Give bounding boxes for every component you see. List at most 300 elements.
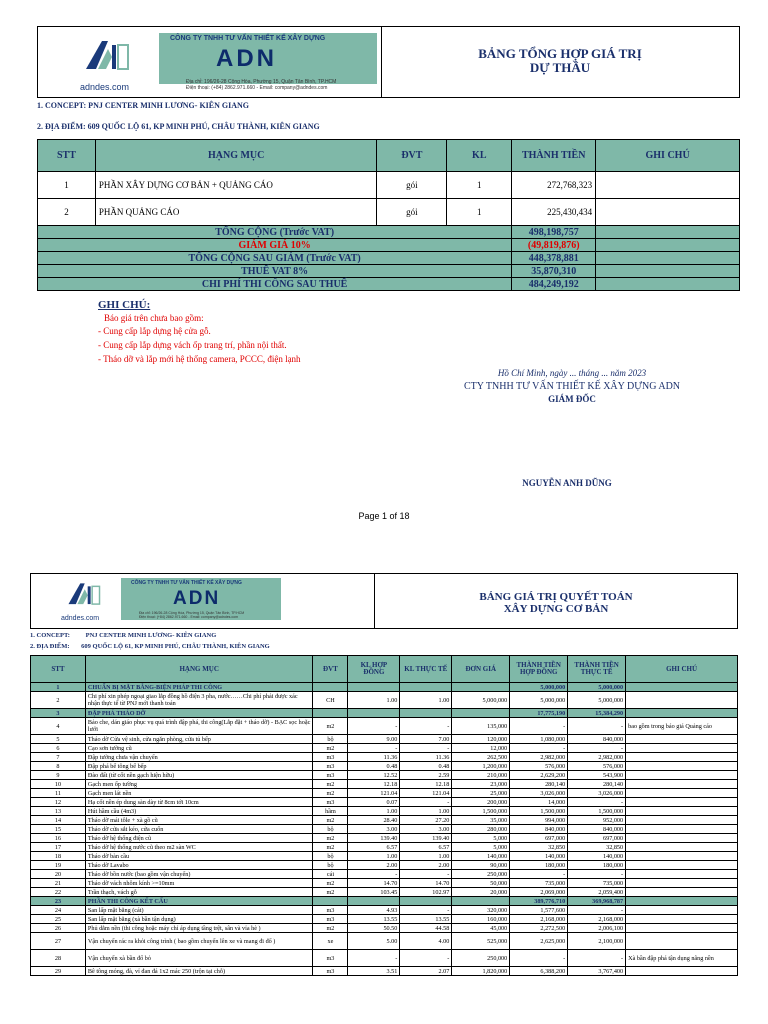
col-qty: KL	[447, 140, 512, 172]
sign-name: NGUYỄN ANH DŨNG	[522, 478, 612, 488]
row-note	[596, 199, 740, 226]
row-unit-price: 120,000	[452, 735, 510, 744]
row-unit-price: 50,000	[452, 879, 510, 888]
row-amount-contract: 32,850	[510, 843, 568, 852]
row-amount-actual: 180,000	[568, 861, 626, 870]
summary-table	[37, 139, 740, 291]
table-row	[31, 843, 738, 852]
row-amount-contract: 14,000	[510, 798, 568, 807]
row-qty-contract: 9.00	[348, 735, 400, 744]
row-item: San lấp mặt bằng (xà bần tận dụng)	[85, 915, 313, 924]
row-amount-contract: 2,629,200	[510, 771, 568, 780]
row-amount-actual: 840,000	[568, 735, 626, 744]
row-unit: m2	[313, 744, 348, 753]
row-unit: m3	[313, 798, 348, 807]
row-item: Gạch men lát nền	[85, 789, 313, 798]
row-qty-contract	[348, 683, 400, 692]
row-qty-actual: 14.70	[400, 879, 452, 888]
row-note	[626, 852, 738, 861]
row-stt: 14	[31, 816, 86, 825]
row-qty-actual: 121.04	[400, 789, 452, 798]
logo-box	[38, 27, 382, 97]
summary-label: THUẾ VAT 8%	[38, 265, 512, 278]
row-qty-actual: -	[400, 744, 452, 753]
row-qty-contract: 139.40	[348, 834, 400, 843]
table-row	[31, 762, 738, 771]
concept-line-2	[30, 632, 216, 639]
row-note	[626, 915, 738, 924]
table-row	[31, 771, 738, 780]
row-note: Xà bần đập phá tận dụng nâng nền	[626, 950, 738, 967]
row-unit-price: 200,000	[452, 798, 510, 807]
row-stt: 23	[31, 897, 86, 906]
title-line1: BẢNG GIÁ TRỊ QUYẾT TOÁN	[479, 591, 633, 603]
col-note: GHI CHÚ	[596, 140, 740, 172]
table-row	[31, 816, 738, 825]
col-stt: STT	[38, 140, 96, 172]
contact-line: Điện thoại: (+84) 2862.971.660 - Email: company@adndes.com	[186, 85, 328, 91]
row-qty-actual	[400, 709, 452, 718]
summary-row	[38, 278, 740, 291]
adn-logo-icon	[84, 37, 130, 71]
row-unit: m2	[313, 879, 348, 888]
address-line: Địa chỉ: 196/26-28 Cộng Hòa, Phường 15, Quận Tân Bình, TP.HCM	[139, 611, 245, 615]
row-qty-actual: 11.36	[400, 753, 452, 762]
page1-title	[381, 47, 739, 75]
row-item: Bê tông móng, đà, vỉ đan đá 1x2 mác 250 (trộn tại chỗ)	[85, 967, 313, 976]
row-amount-contract: 697,000	[510, 834, 568, 843]
row-qty-actual: 3.00	[400, 825, 452, 834]
row-amount-contract: 3,026,000	[510, 789, 568, 798]
company-address	[186, 79, 376, 91]
row-amount-contract: 2,625,000	[510, 933, 568, 950]
row-qty-actual: -	[400, 798, 452, 807]
row-amount-actual: -	[568, 718, 626, 735]
table-row	[31, 789, 738, 798]
summary-row	[38, 252, 740, 265]
row-amount-actual: -	[568, 744, 626, 753]
summary-value: (49,819,876)	[512, 239, 596, 252]
row-item: Tháo dỡ hệ thống nước cũ theo m2 sàn WC	[85, 843, 313, 852]
row-stt: 17	[31, 843, 86, 852]
row-amount-contract: 280,140	[510, 780, 568, 789]
row-item: Tháo dỡ Cửa vệ sinh, cửa ngăn phòng, cửa tủ bếp	[85, 735, 313, 744]
row-qty-contract: 50.50	[348, 924, 400, 933]
row-amount-actual: 15,384,290	[568, 709, 626, 718]
row-qty: 1	[447, 199, 512, 226]
row-unit: bộ	[313, 735, 348, 744]
summary-value: 484,249,192	[512, 278, 596, 291]
row-amount-contract: 17,775,190	[510, 709, 568, 718]
row-stt: 24	[31, 906, 86, 915]
row-qty-contract: -	[348, 950, 400, 967]
row-stt: 3	[31, 709, 86, 718]
row-stt: 13	[31, 807, 86, 816]
note-line: - Cung cấp lắp dựng hệ cửa gỗ.	[98, 326, 211, 336]
row-unit-price: 160,000	[452, 915, 510, 924]
company-brand-2: ADN	[173, 588, 221, 609]
row-amount-contract: 994,000	[510, 816, 568, 825]
address-line: Địa chỉ: 196/26-28 Cộng Hòa, Phường 15, Quận Tân Bình, TP.HCM	[186, 79, 337, 85]
row-item: Tháo dỡ bàn cầu	[85, 852, 313, 861]
row-unit-price	[452, 709, 510, 718]
row-amount-actual: -	[568, 798, 626, 807]
row-amount-actual: 697,000	[568, 834, 626, 843]
row-amount: 225,430,434	[512, 199, 596, 226]
row-unit: m2	[313, 816, 348, 825]
row-unit: CH	[313, 692, 348, 709]
row-note	[626, 870, 738, 879]
row-qty-contract: 12.52	[348, 771, 400, 780]
row-stt: 1	[31, 683, 86, 692]
row-unit: m3	[313, 950, 348, 967]
row-amount-actual: 1,500,000	[568, 807, 626, 816]
row-qty-contract: 121.04	[348, 789, 400, 798]
notes-title: GHI CHÚ:	[98, 299, 151, 311]
table-row	[31, 744, 738, 753]
row-stt: 9	[31, 771, 86, 780]
row-item: Bảo che, dán giáo phục vụ quá trình đập phá, thi công(Lắp đặt + tháo dỡ) - BẠC sọc hoặc lưới	[85, 718, 313, 735]
row-item: Chi phí xin phép ngoại giao lắp đồng hồ điện 3 pha, nước……Chi phí phải được xác nhận thực tế từ PNJ mới thanh toán	[85, 692, 313, 709]
row-amount-contract: 735,000	[510, 879, 568, 888]
row-amount-contract: 840,000	[510, 825, 568, 834]
row-stt: 2	[31, 692, 86, 709]
row-unit	[313, 897, 348, 906]
row-qty-contract: 11.36	[348, 753, 400, 762]
row-item: Hạ cốt nền ép dung sàn dày từ 8cm tới 10cm	[85, 798, 313, 807]
row-note	[626, 843, 738, 852]
summary-value: 35,870,310	[512, 265, 596, 278]
row-note	[626, 834, 738, 843]
company-url: adndes.com	[80, 82, 130, 92]
row-qty-contract: 3.00	[348, 825, 400, 834]
row-amount-contract: 389,776,710	[510, 897, 568, 906]
row-item: Cạo sơn tường cũ	[85, 744, 313, 753]
table-row	[31, 906, 738, 915]
row-unit: xe	[313, 933, 348, 950]
table-row	[38, 199, 740, 226]
row-item: Trần thạch, vách gỗ	[85, 888, 313, 897]
row-amount-actual: 952,000	[568, 816, 626, 825]
location-label: 2. ĐỊA ĐIỂM:	[30, 643, 70, 650]
row-stt: 2	[38, 199, 96, 226]
row-qty-actual: 44.58	[400, 924, 452, 933]
summary-label: GIẢM GIÁ 10%	[38, 239, 512, 252]
row-stt: 7	[31, 753, 86, 762]
row-unit-price: 45,000	[452, 924, 510, 933]
row-amount-actual: 840,000	[568, 825, 626, 834]
row-qty-contract: 12.18	[348, 780, 400, 789]
row-qty-contract: -	[348, 744, 400, 753]
col-item: HẠNG MỤC	[85, 656, 313, 683]
row-stt: 4	[31, 718, 86, 735]
row-item: ĐẬP PHÁ THÁO DỠ	[85, 709, 313, 718]
row-amount-actual: 2,168,000	[568, 915, 626, 924]
page1-header	[37, 26, 740, 98]
location-value: 609 QUỐC LỘ 61, KP MINH PHÚ, CHÂU THÀNH, KIÊN GIANG	[81, 643, 270, 650]
row-item: Vận chuyển rác ra khỏi công trình ( bao gồm chuyển lên xe và mang đi đổ )	[85, 933, 313, 950]
table-row	[31, 915, 738, 924]
row-qty-actual: 7.00	[400, 735, 452, 744]
row-note	[626, 879, 738, 888]
row-stt: 10	[31, 780, 86, 789]
row-qty-actual: 12.18	[400, 780, 452, 789]
row-unit: m3	[313, 906, 348, 915]
row-unit-price: 210,000	[452, 771, 510, 780]
row-unit-price: 20,000	[452, 888, 510, 897]
row-stt: 8	[31, 762, 86, 771]
row-stt: 19	[31, 861, 86, 870]
summary-label: CHI PHÍ THI CÔNG SAU THUẾ	[38, 278, 512, 291]
row-unit: bộ	[313, 825, 348, 834]
row-unit-price: 135,000	[452, 718, 510, 735]
row-note	[626, 888, 738, 897]
row-qty-contract: 5.00	[348, 933, 400, 950]
row-unit-price: 250,000	[452, 870, 510, 879]
row-unit: m3	[313, 771, 348, 780]
row-amount-actual: -	[568, 906, 626, 915]
row-note	[626, 967, 738, 976]
row-qty-contract: 1.00	[348, 852, 400, 861]
row-note	[626, 735, 738, 744]
row-note	[626, 924, 738, 933]
concept-line: 1. CONCEPT: PNJ CENTER MINH LƯƠNG- KIÊN GIANG	[37, 101, 250, 110]
contact-line: Điện thoại: (+84) 2862.971.660 - Email: company@adndes.com	[139, 615, 238, 619]
company-url-2: adndes.com	[61, 615, 100, 622]
row-stt: 29	[31, 967, 86, 976]
row-stt: 26	[31, 924, 86, 933]
row-qty-contract: 4.93	[348, 906, 400, 915]
row-item: San lấp mặt bằng (cát)	[85, 906, 313, 915]
row-note	[626, 816, 738, 825]
row-item: Đập phá bể tông bể bếp	[85, 762, 313, 771]
summary-label: TỔNG CỘNG SAU GIẢM (Trước VAT)	[38, 252, 512, 265]
table-row	[31, 834, 738, 843]
row-note	[596, 172, 740, 199]
row-item: Tháo dỡ bồn nước (bao gồm vận chuyển)	[85, 870, 313, 879]
row-amount-contract: 2,069,000	[510, 888, 568, 897]
row-unit-price: 1,500,000	[452, 807, 510, 816]
sign-company: CTY TNHH TƯ VẤN THIẾT KẾ XÂY DỰNG ADN	[463, 381, 681, 392]
row-amount-actual: -	[568, 870, 626, 879]
section-row	[31, 897, 738, 906]
row-amount-actual: 2,059,400	[568, 888, 626, 897]
table-header-row	[31, 656, 738, 683]
row-qty-actual: 2.07	[400, 967, 452, 976]
row-unit-price: 23,000	[452, 780, 510, 789]
summary-label: TỔNG CỘNG (Trước VAT)	[38, 226, 512, 239]
col-unit: ĐVT	[377, 140, 447, 172]
row-qty-actual: 139.40	[400, 834, 452, 843]
row-unit: m2	[313, 718, 348, 735]
row-note	[626, 762, 738, 771]
row-item: Tháo dỡ mái tôle + xà gồ cũ	[85, 816, 313, 825]
row-unit-price: 12,000	[452, 744, 510, 753]
row-note	[626, 709, 738, 718]
sign-date: Hồ Chí Minh, ngày ... tháng ... năm 2023	[497, 368, 647, 378]
row-unit: m2	[313, 843, 348, 852]
row-note	[626, 744, 738, 753]
summary-note	[596, 226, 740, 239]
row-qty-actual: 13.55	[400, 915, 452, 924]
summary-note	[596, 252, 740, 265]
row-unit: m2	[313, 834, 348, 843]
row-amount-contract: 180,000	[510, 861, 568, 870]
row-amount-contract: 576,000	[510, 762, 568, 771]
row-stt: 27	[31, 933, 86, 950]
table-row	[31, 933, 738, 950]
row-qty-actual: 102.97	[400, 888, 452, 897]
row-amount-actual: 5,000,000	[568, 692, 626, 709]
row-item: Đập tường chưa vận chuyển	[85, 753, 313, 762]
row-stt: 28	[31, 950, 86, 967]
row-item: Đào đất (từ cốt nền gạch hiện hữu)	[85, 771, 313, 780]
row-unit: bộ	[313, 852, 348, 861]
row-qty-contract: 28.40	[348, 816, 400, 825]
logo-box-2	[31, 574, 375, 628]
table-row	[31, 807, 738, 816]
row-amount-contract: 140,000	[510, 852, 568, 861]
col-item: HẠNG MỤC	[95, 140, 377, 172]
title-line2: DỰ THẦU	[529, 60, 591, 75]
adn-logo-icon	[67, 580, 101, 606]
row-note	[626, 906, 738, 915]
row-amount-contract: 1,500,000	[510, 807, 568, 816]
row-qty-actual: 1.00	[400, 807, 452, 816]
row-qty: 1	[447, 172, 512, 199]
row-unit: hầm	[313, 807, 348, 816]
row-unit: m2	[313, 888, 348, 897]
row-amount-contract: 2,168,000	[510, 915, 568, 924]
row-unit	[313, 683, 348, 692]
row-stt: 5	[31, 735, 86, 744]
row-amount-actual: 2,006,100	[568, 924, 626, 933]
row-unit-price: 25,000	[452, 789, 510, 798]
note-line: - Cung cấp lắp dựng vách ốp trang trí, phần nội thất.	[98, 340, 287, 350]
row-amount-contract: -	[510, 718, 568, 735]
note-line: - Tháo dỡ và lắp mới hệ thống camera, PCCC, điện lạnh	[98, 354, 301, 364]
row-stt: 22	[31, 888, 86, 897]
table-row	[31, 967, 738, 976]
row-qty-actual	[400, 897, 452, 906]
row-unit-price: 525,000	[452, 933, 510, 950]
table-row	[31, 735, 738, 744]
row-unit-price: 90,000	[452, 861, 510, 870]
page-number: Page 1 of 18	[358, 511, 410, 521]
col-unit-price: ĐƠN GIÁ	[452, 656, 510, 683]
row-item: PHẦN THI CÔNG KẾT CẤU	[85, 897, 313, 906]
row-amount-contract: 6,388,200	[510, 967, 568, 976]
row-note	[626, 933, 738, 950]
row-stt: 20	[31, 870, 86, 879]
col-note: GHI CHÚ	[626, 656, 738, 683]
table-row	[31, 798, 738, 807]
row-amount-actual: 3,026,000	[568, 789, 626, 798]
row-unit: gói	[377, 199, 447, 226]
col-qty-actual: KL THỰC TẾ	[400, 656, 452, 683]
row-qty-contract: 1.00	[348, 692, 400, 709]
title-line1: BẢNG TỔNG HỢP GIÁ TRỊ	[478, 46, 642, 61]
summary-note	[596, 278, 740, 291]
row-qty-actual: 4.00	[400, 933, 452, 950]
row-stt: 16	[31, 834, 86, 843]
row-note	[626, 861, 738, 870]
row-note	[626, 692, 738, 709]
row-item: Tháo dỡ Lavabo	[85, 861, 313, 870]
row-amount-contract: 5,000,000	[510, 692, 568, 709]
row-note	[626, 789, 738, 798]
table-row	[31, 870, 738, 879]
table-row	[31, 879, 738, 888]
row-unit-price: 320,000	[452, 906, 510, 915]
sign-title: GIÁM ĐỐC	[548, 394, 596, 404]
row-unit-price: 1,820,000	[452, 967, 510, 976]
row-item: PHẦN QUẢNG CÁO	[95, 199, 377, 226]
row-qty-actual: 1.00	[400, 692, 452, 709]
table-row	[31, 753, 738, 762]
section-row	[31, 709, 738, 718]
row-qty-actual: -	[400, 906, 452, 915]
row-item: Hút hầm cầu (4m3)	[85, 807, 313, 816]
row-amount-actual: 280,140	[568, 780, 626, 789]
concept-label: 1. CONCEPT:	[30, 632, 70, 639]
row-amount-actual: 2,982,000	[568, 753, 626, 762]
summary-note	[596, 239, 740, 252]
location-line: 2. ĐỊA ĐIỂM: 609 QUỐC LỘ 61, KP MINH PHÚ, CHÂU THÀNH, KIÊN GIANG	[37, 122, 320, 131]
summary-row-discount	[38, 239, 740, 252]
location-line-2	[30, 643, 270, 650]
row-note	[626, 753, 738, 762]
row-unit-price: 262,500	[452, 753, 510, 762]
row-qty-actual: 2.00	[400, 861, 452, 870]
row-amount-actual: 3,767,400	[568, 967, 626, 976]
row-unit: m3	[313, 753, 348, 762]
table-row	[31, 861, 738, 870]
col-qty-contract: KL HỢP ĐỒNG	[348, 656, 400, 683]
row-unit: m3	[313, 915, 348, 924]
table-row	[31, 780, 738, 789]
col-amount-contract: THÀNH TIỀN HỢP ĐỒNG	[510, 656, 568, 683]
row-note: bao gồm trong báo giá Quảng cáo	[626, 718, 738, 735]
row-item: Tháo dỡ hệ thống điện cũ	[85, 834, 313, 843]
row-stt: 25	[31, 915, 86, 924]
row-amount-contract: -	[510, 870, 568, 879]
row-note	[626, 825, 738, 834]
table-row	[31, 692, 738, 709]
table-row	[31, 950, 738, 967]
row-amount: 272,768,323	[512, 172, 596, 199]
row-amount-actual: 735,000	[568, 879, 626, 888]
row-qty-actual: 0.48	[400, 762, 452, 771]
row-unit-price: 5,000	[452, 834, 510, 843]
row-amount-actual: -	[568, 950, 626, 967]
row-unit: m2	[313, 780, 348, 789]
row-qty-contract	[348, 709, 400, 718]
row-unit-price: 250,000	[452, 950, 510, 967]
row-stt: 11	[31, 789, 86, 798]
page2-title	[376, 591, 736, 615]
row-stt: 18	[31, 852, 86, 861]
row-amount-contract: -	[510, 744, 568, 753]
row-unit-price: 140,000	[452, 852, 510, 861]
row-stt: 12	[31, 798, 86, 807]
row-qty-contract: 3.51	[348, 967, 400, 976]
row-amount-actual: 32,850	[568, 843, 626, 852]
row-qty-actual	[400, 683, 452, 692]
row-qty-contract: 103.45	[348, 888, 400, 897]
row-unit-price: 5,000	[452, 843, 510, 852]
row-amount-actual: 369,968,787	[568, 897, 626, 906]
